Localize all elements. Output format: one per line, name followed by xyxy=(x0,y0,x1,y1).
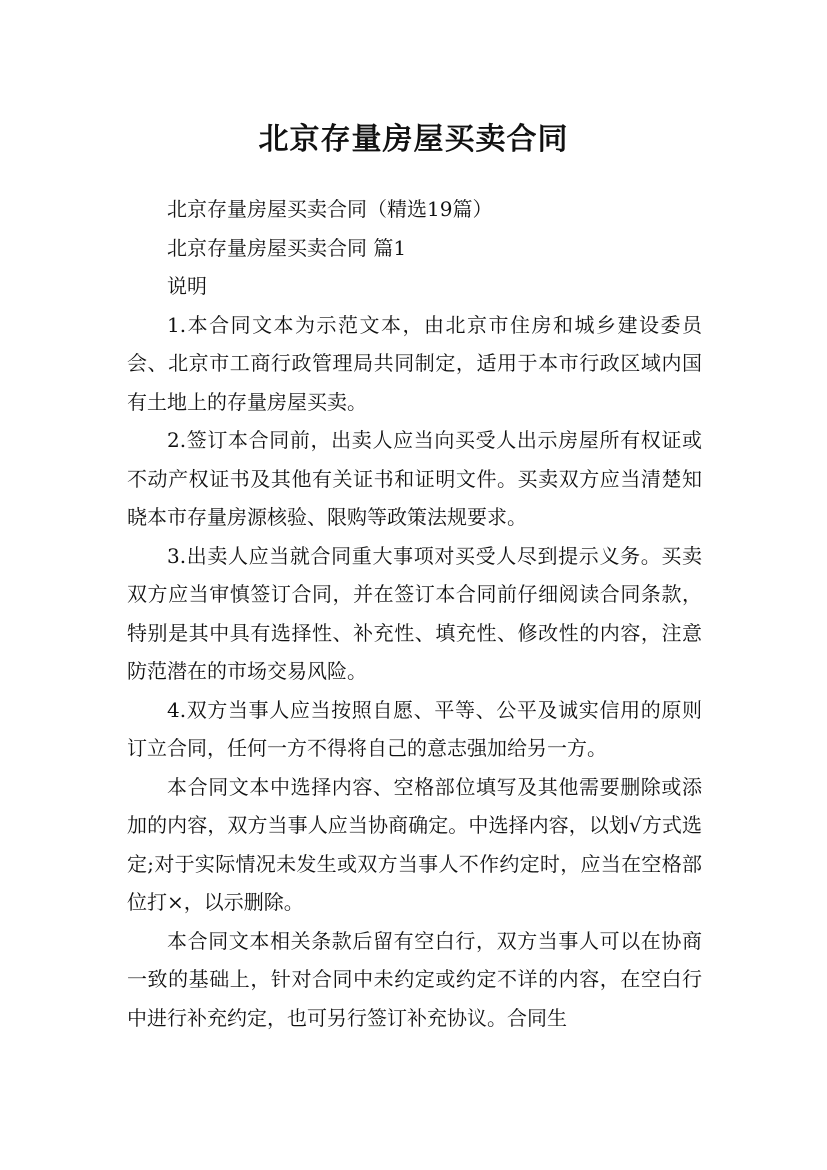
notes-heading: 说明 xyxy=(167,274,207,298)
section-heading: 北京存量房屋买卖合同 篇1 xyxy=(167,235,407,260)
instruction-paragraph-1: 本合同文本中选择内容、空格部位填写及其他需要删除或添加的内容，双方当事人应当协商确定。中选择内容，以划√方式选定;对于实际情况未发生或双方当事人不作约定时，应当在空格部位打×，以示删除。 xyxy=(127,774,702,914)
note-paragraph-3: 3.出卖人应当就合同重大事项对买受人尽到提示义务。买卖双方应当审慎签订合同，并在签订本合同前仔细阅读合同条款，特别是其中具有选择性、补充性、填充性、修改性的内容，注意防范潜在的市场交易风险。 xyxy=(127,543,702,683)
document-title: 北京存量房屋买卖合同 xyxy=(258,122,569,158)
instruction-paragraph-2: 本合同文本相关条款后留有空白行，双方当事人可以在协商一致的基础上，针对合同中未约定或约定不详的内容，在空白行中进行补充约定，也可另行签订补充协议。合同生 xyxy=(127,928,702,1030)
document-body xyxy=(127,190,702,1037)
note-paragraph-2: 2.签订本合同前，出卖人应当向买受人出示房屋所有权证或不动产权证书及其他有关证书和证明文件。买卖双方应当清楚知晓本市存量房源核验、限购等政策法规要求。 xyxy=(127,428,702,529)
note-paragraph-1: 1.本合同文本为示范文本，由北京市住房和城乡建设委员会、北京市工商行政管理局共同制定，适用于本市行政区域内国有土地上的存量房屋买卖。 xyxy=(127,312,702,414)
note-paragraph-4: 4.双方当事人应当按照自愿、平等、公平及诚实信用的原则订立合同，任何一方不得将自己的意志强加给另一方。 xyxy=(127,697,702,760)
subtitle-paragraph: 北京存量房屋买卖合同（精选19篇） xyxy=(167,197,493,221)
